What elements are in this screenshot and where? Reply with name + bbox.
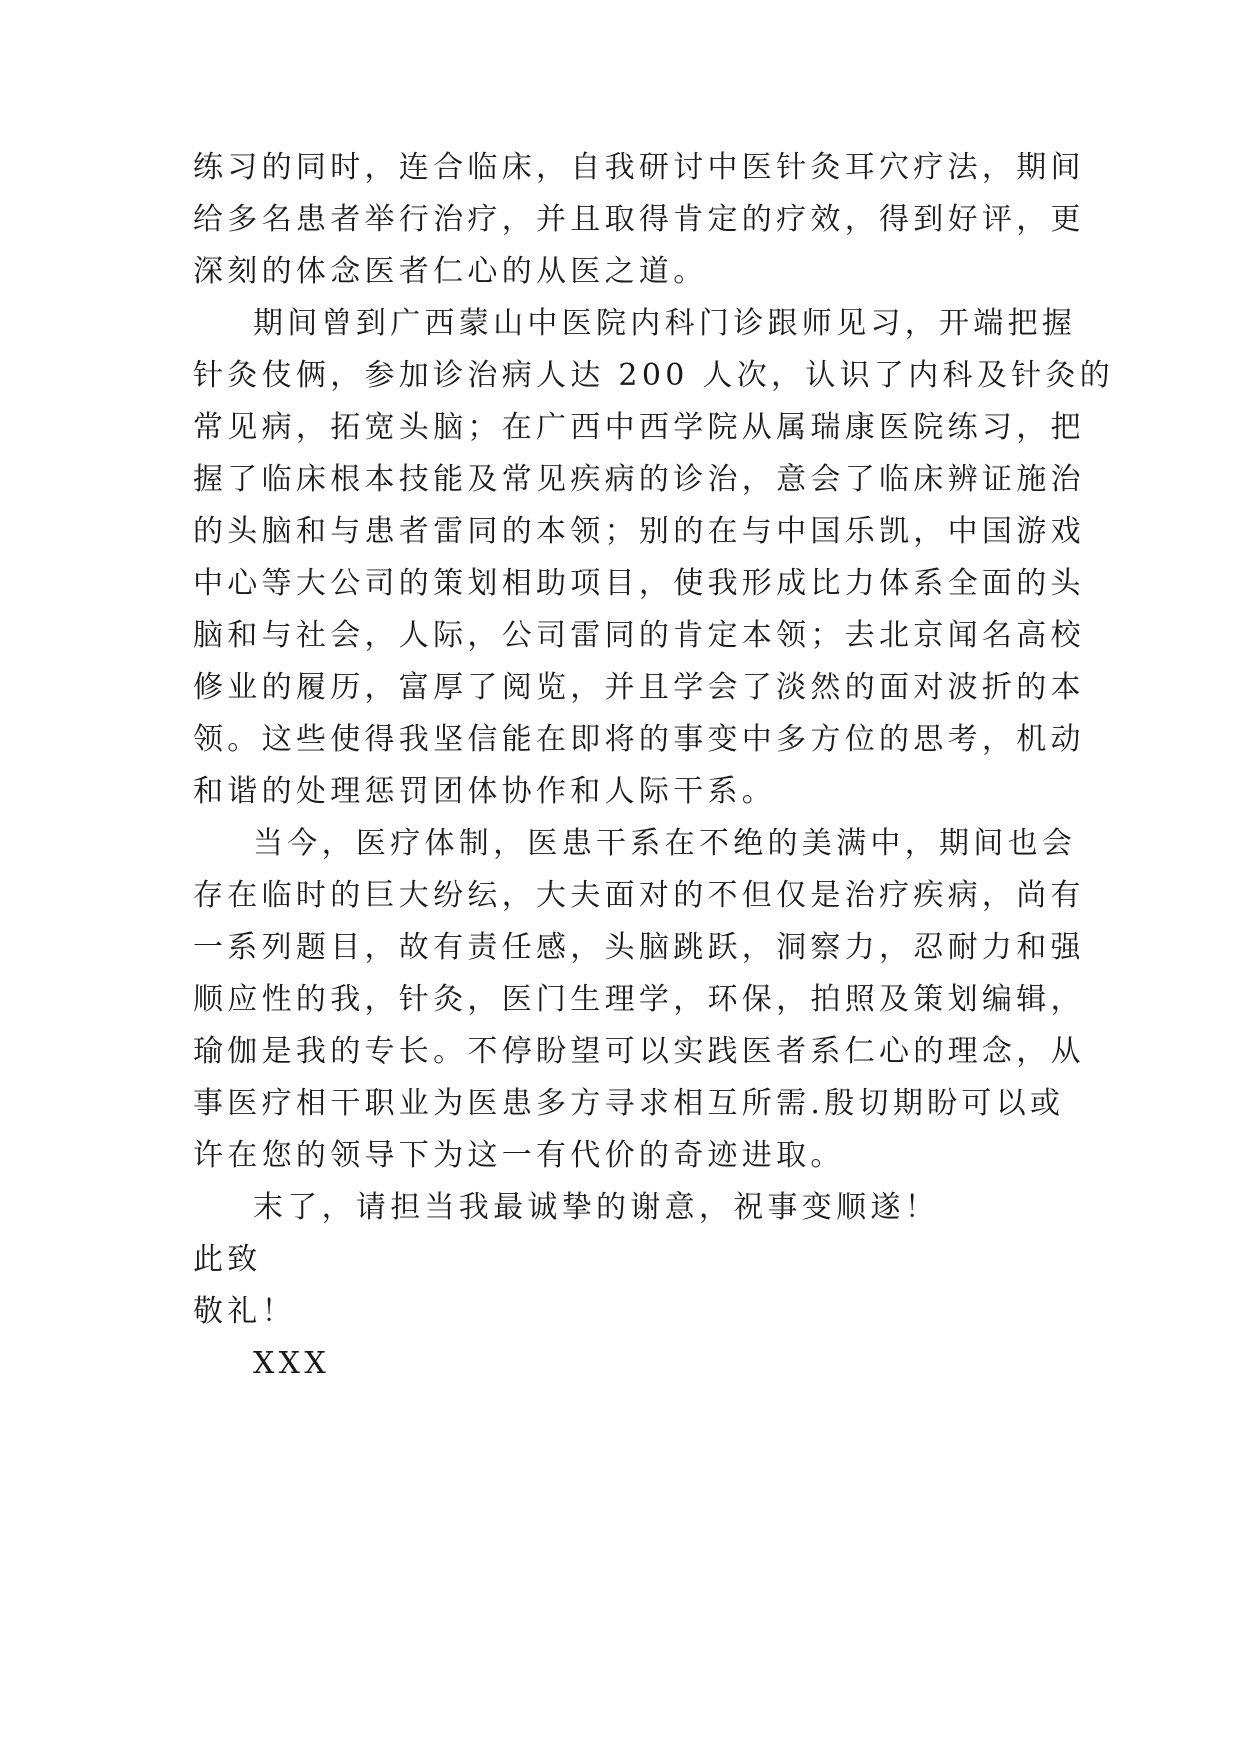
paragraph-first-line: 期间曾到广西蒙山中医院内科门诊跟师见习，开端把握 [253, 306, 1077, 341]
body-line: 修业的履历，富厚了阅览，并且学会了淡然的面对波折的本 [193, 670, 1085, 705]
body-line: 深刻的体念医者仁心的从医之道。 [193, 254, 708, 289]
body-line: 和谐的处理惩罚团体协作和人际干系。 [193, 774, 777, 809]
salutation-cizhi: 此致 [193, 1242, 262, 1277]
body-line: 的头脑和与患者雷同的本领；别的在与中国乐凯，中国游戏 [193, 514, 1085, 549]
body-line: 瑜伽是我的专长。不停盼望可以实践医者系仁心的理念，从 [193, 1034, 1085, 1069]
signature-name: XXX [253, 1346, 330, 1381]
body-line: 一系列题目，故有责任感，头脑跳跃，洞察力，忍耐力和强 [193, 930, 1085, 965]
body-line: 许在您的领导下为这一有代价的奇迹进取。 [193, 1138, 845, 1173]
body-line: 事医疗相干职业为医患多方寻求相互所需.殷切期盼可以或 [193, 1086, 1065, 1121]
body-line: 握了临床根本技能及常见疾病的诊治，意会了临床辨证施治 [193, 462, 1085, 497]
body-line: 脑和与社会，人际，公司雷同的肯定本领；去北京闻名高校 [193, 618, 1085, 653]
body-line: 中心等大公司的策划相助项目，使我形成比力体系全面的头 [193, 566, 1085, 601]
body-line: 顺应性的我，针灸，医门生理学，环保，拍照及策划编辑， [193, 982, 1085, 1017]
salutation-jingli: 敬礼！ [193, 1294, 296, 1329]
body-line: 常见病，拓宽头脑；在广西中西学院从属瑞康医院练习，把 [193, 410, 1085, 445]
body-line: 领。这些使得我坚信能在即将的事变中多方位的思考，机动 [193, 722, 1085, 757]
body-line: 练习的同时，连合临床，自我研讨中医针灸耳穴疗法，期间 [193, 150, 1085, 185]
closing-thanks: 末了，请担当我最诚挚的谢意，祝事变顺遂！ [253, 1190, 939, 1225]
body-line: 给多名患者举行治疗，并且取得肯定的疗效，得到好评，更 [193, 202, 1085, 237]
body-line: 存在临时的巨大纷纭，大夫面对的不但仅是治疗疾病，尚有 [193, 878, 1085, 913]
body-line: 针灸伎俩，参加诊治病人达 200 人次，认识了内科及针灸的 [193, 358, 1115, 393]
paragraph-first-line: 当今，医疗体制，医患干系在不绝的美满中，期间也会 [253, 826, 1077, 861]
